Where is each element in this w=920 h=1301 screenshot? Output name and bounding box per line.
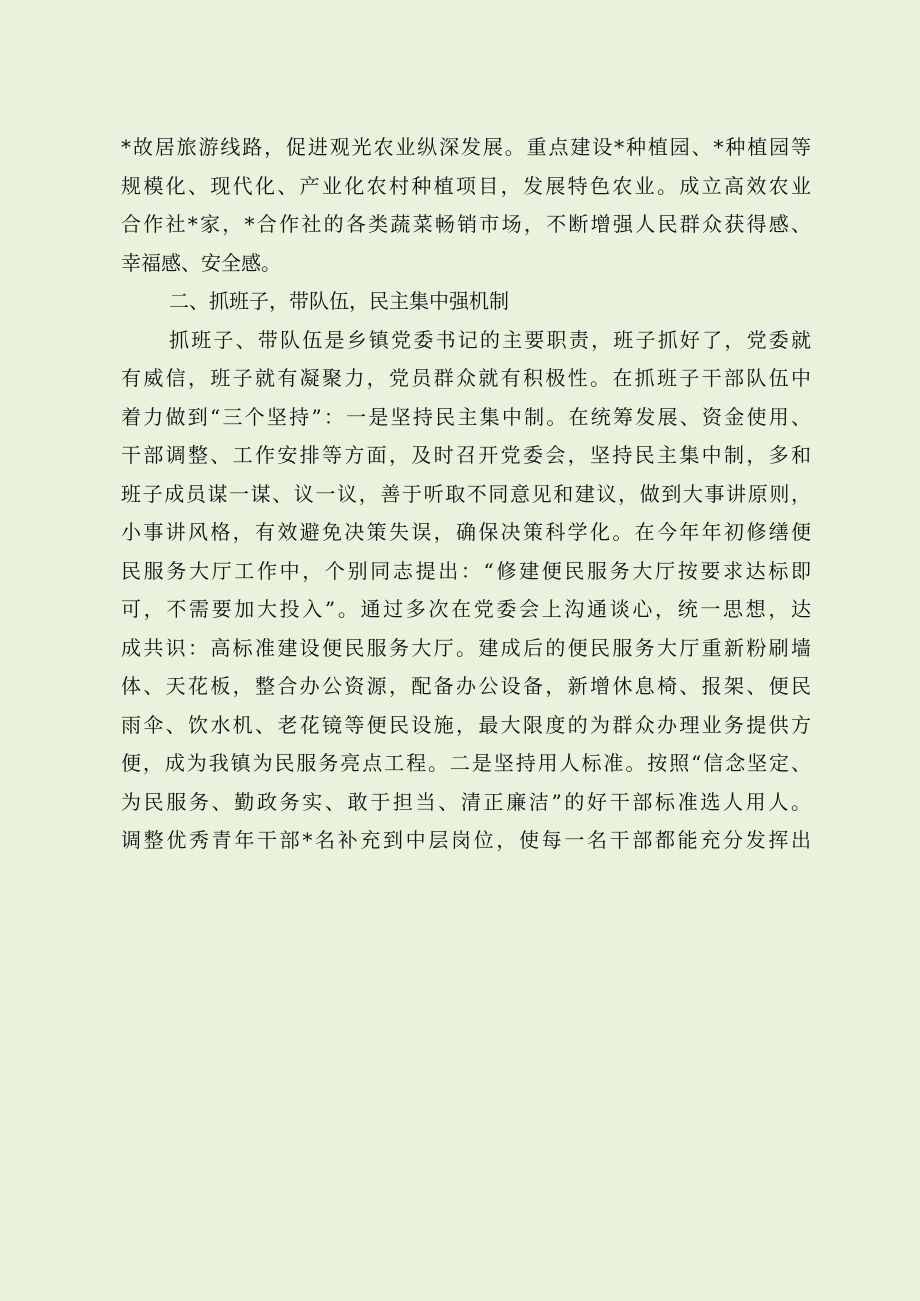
paragraph-line: 民服务大厅工作中，个别同志提出：“修建便民服务大厅按要求达标即: [121, 558, 811, 583]
paragraph-line: 规模化、现代化、产业化农村种植项目，发展特色农业。成立高效农业: [121, 173, 811, 198]
paragraph-line: 合作社*家，*合作社的各类蔬菜畅销市场，不断增强人民群众获得感、: [121, 212, 811, 236]
section-heading: 二、抓班子，带队伍，民主集中强机制: [169, 289, 509, 313]
paragraph-line: 可，不需要加大投入”。通过多次在党委会上沟通谈心，统一思想，达: [121, 597, 811, 621]
paragraph-line: 干部调整、工作安排等方面，及时召开党委会，坚持民主集中制，多和: [121, 443, 811, 467]
paragraph-line: 抓班子、带队伍是乡镇党委书记的主要职责，班子抓好了，党委就: [169, 327, 811, 352]
document-body: [121, 128, 811, 860]
paragraph-line: 着力做到“三个坚持”：一是坚持民主集中制。在统筹发展、资金使用、: [121, 404, 811, 429]
paragraph-line: 幸福感、安全感。: [121, 250, 281, 275]
paragraph-line: 便，成为我镇为民服务亮点工程。二是坚持用人标准。按照“信念坚定、: [121, 751, 811, 775]
paragraph-line: 雨伞、饮水机、老花镜等便民设施，最大限度的为群众办理业务提供方: [121, 712, 811, 737]
paragraph-line: 班子成员谋一谋、议一议，善于听取不同意见和建议，做到大事讲原则，: [121, 481, 811, 506]
paragraph-line: 小事讲风格，有效避免决策失误，确保决策科学化。在今年年初修缮便: [121, 520, 811, 544]
paragraph-line: 有威信，班子就有凝聚力，党员群众就有积极性。在抓班子干部队伍中: [121, 366, 811, 390]
paragraph-line: *故居旅游线路，促进观光农业纵深发展。重点建设*种植园、*种植园等: [121, 135, 811, 159]
paragraph-line: 调整优秀青年干部*名补充到中层岗位，使每一名干部都能充分发挥出: [121, 828, 811, 852]
paragraph-line: 体、天花板，整合办公资源，配备办公设备，新增休息椅、报架、便民: [121, 674, 811, 698]
paragraph-line: 为民服务、勤政务实、敢于担当、清正廉洁”的好干部标准选人用人。: [121, 789, 811, 814]
paragraph-line: 成共识：高标准建设便民服务大厅。建成后的便民服务大厅重新粉刷墙: [121, 635, 811, 660]
